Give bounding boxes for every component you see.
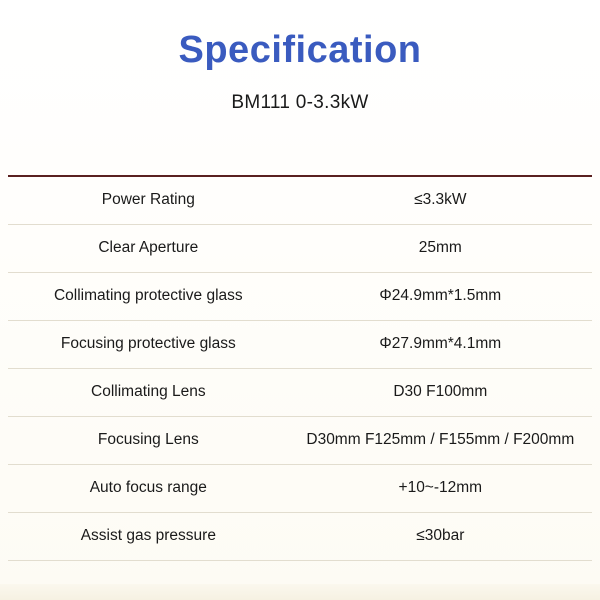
spec-table-container xyxy=(8,175,592,561)
spec-parameter: Collimating Lens xyxy=(8,368,289,416)
spec-parameter: Focusing Lens xyxy=(8,416,289,464)
table-row xyxy=(8,320,592,368)
table-row xyxy=(8,368,592,416)
page-header xyxy=(0,0,600,114)
table-row xyxy=(8,272,592,320)
spec-value: Φ27.9mm*4.1mm xyxy=(289,320,592,368)
spec-parameter: Collimating protective glass xyxy=(8,272,289,320)
table-row xyxy=(8,176,592,224)
page-subtitle: BM111 0-3.3kW xyxy=(231,91,369,113)
spec-parameter: Assist gas pressure xyxy=(8,512,289,560)
spec-value: D30 F100mm xyxy=(289,368,592,416)
spec-value: 25mm xyxy=(289,224,592,272)
spec-parameter: Focusing protective glass xyxy=(8,320,289,368)
table-row xyxy=(8,224,592,272)
table-row xyxy=(8,512,592,560)
spec-value: Φ24.9mm*1.5mm xyxy=(289,272,592,320)
spec-value: ≤30bar xyxy=(289,512,592,560)
table-row xyxy=(8,464,592,512)
spec-parameter: Power Rating xyxy=(8,176,289,224)
spec-parameter: Clear Aperture xyxy=(8,224,289,272)
page-title: Specification xyxy=(178,29,422,71)
bottom-divider xyxy=(0,584,600,600)
spec-value: D30mm F125mm / F155mm / F200mm xyxy=(289,416,592,464)
specification-table xyxy=(8,175,592,561)
spec-parameter: Auto focus range xyxy=(8,464,289,512)
spec-value: +10~-12mm xyxy=(289,464,592,512)
spec-value: ≤3.3kW xyxy=(289,176,592,224)
table-row xyxy=(8,416,592,464)
